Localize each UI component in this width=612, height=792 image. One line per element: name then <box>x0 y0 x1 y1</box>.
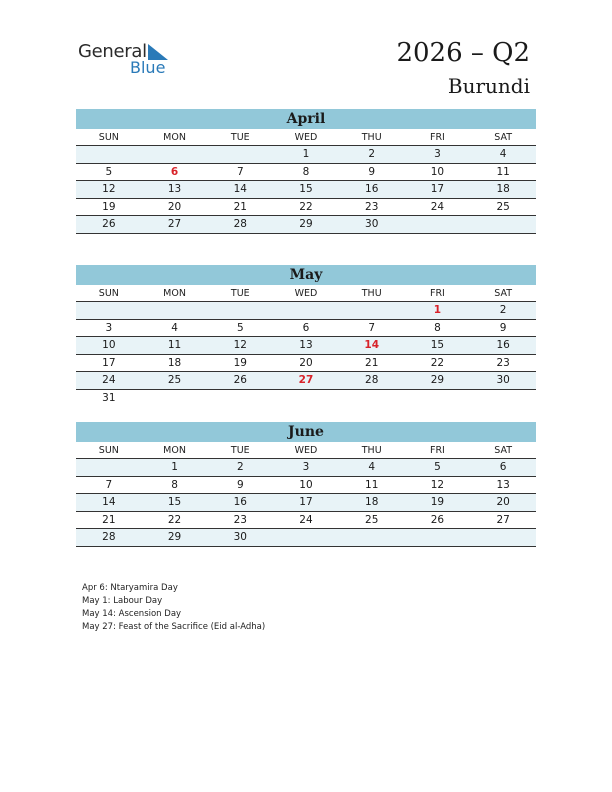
day-cell <box>405 390 471 408</box>
week-row <box>76 337 536 355</box>
day-cell <box>142 146 208 163</box>
day-cell <box>273 390 339 408</box>
week-row <box>76 459 536 477</box>
day-cell: 25 <box>496 200 510 213</box>
day-cell <box>470 390 536 408</box>
day-cell: 13 <box>496 478 510 491</box>
weekday-label: TUE <box>230 445 250 456</box>
day-cell: 11 <box>365 478 379 491</box>
day-cell: 5 <box>105 165 113 178</box>
day-cell: 20 <box>496 496 510 508</box>
day-cell: 1 <box>302 148 310 160</box>
day-cell: 17 <box>430 183 445 195</box>
day-cell <box>470 216 536 233</box>
day-cell: 15 <box>299 183 313 195</box>
country-name: Burundi <box>447 74 530 98</box>
day-cell: 4 <box>171 321 178 334</box>
page-title: 2026 – Q2 <box>396 38 530 68</box>
day-cell: 7 <box>236 165 244 178</box>
day-cell: 16 <box>233 496 247 508</box>
day-cell: 21 <box>102 513 116 526</box>
day-cell: 3 <box>302 461 310 473</box>
week-row <box>76 390 536 408</box>
day-cell: 18 <box>365 496 379 508</box>
holiday-note: Apr 6: Ntaryamira Day <box>82 583 178 593</box>
weekday-label: FRI <box>429 288 445 299</box>
day-cell <box>207 146 273 163</box>
day-cell: 13 <box>167 183 182 195</box>
week-row <box>76 146 536 164</box>
month-calendar-may <box>76 265 536 407</box>
week-row <box>76 302 536 320</box>
day-cell: 4 <box>499 148 507 160</box>
day-cell: 6 <box>499 461 507 473</box>
weekday-label: TUE <box>230 288 250 299</box>
weekday-label: WED <box>294 288 318 299</box>
holiday-notes <box>82 582 265 634</box>
day-cell <box>339 529 405 546</box>
day-cell: 9 <box>368 165 376 178</box>
day-cell: 10 <box>430 165 445 178</box>
weekday-header-row <box>76 442 536 459</box>
day-cell: 28 <box>102 531 116 543</box>
day-cell: 19 <box>430 496 445 508</box>
weekday-label: TUE <box>230 132 250 143</box>
day-cell <box>207 390 273 408</box>
day-cell: 23 <box>496 356 510 369</box>
weekday-label: SAT <box>494 445 513 456</box>
week-row <box>76 477 536 495</box>
day-cell <box>142 390 208 408</box>
day-cell: 16 <box>496 339 510 351</box>
weekday-label: MON <box>163 445 186 456</box>
day-cell: 25 <box>167 374 182 386</box>
weekday-label: WED <box>294 445 318 456</box>
day-cell: 29 <box>430 374 445 386</box>
day-cell <box>339 390 405 408</box>
day-cell: 19 <box>233 356 247 369</box>
month-header: June <box>76 422 536 442</box>
day-cell: 26 <box>102 218 116 230</box>
day-cell: 13 <box>299 339 313 351</box>
day-cell: 26 <box>233 374 247 386</box>
day-cell: 20 <box>299 356 313 369</box>
week-row <box>76 355 536 373</box>
logo-word-blue: Blue <box>130 58 166 77</box>
day-cell: 12 <box>233 339 247 351</box>
day-cell: 31 <box>102 391 116 404</box>
day-cell: 5 <box>434 461 441 473</box>
day-cell: 7 <box>105 478 113 491</box>
month-calendar-april <box>76 109 536 234</box>
day-cell <box>142 302 208 319</box>
day-cell: 3 <box>105 321 113 334</box>
day-cell: 28 <box>233 218 247 230</box>
day-cell: 14 <box>364 339 380 351</box>
day-cell <box>76 146 142 163</box>
weekday-label: SAT <box>494 132 513 143</box>
day-cell: 2 <box>236 461 244 473</box>
day-cell: 8 <box>302 165 310 178</box>
day-cell: 11 <box>167 339 182 351</box>
weekday-label: FRI <box>429 132 445 143</box>
day-cell <box>405 529 471 546</box>
day-cell: 14 <box>102 496 116 508</box>
day-cell: 26 <box>430 513 445 526</box>
day-cell: 16 <box>365 183 379 195</box>
day-cell: 2 <box>368 148 376 160</box>
day-cell: 22 <box>430 356 445 369</box>
week-row <box>76 494 536 512</box>
week-row <box>76 199 536 217</box>
day-cell: 7 <box>368 321 376 334</box>
day-cell: 17 <box>299 496 313 508</box>
week-row <box>76 164 536 182</box>
day-cell <box>76 302 142 319</box>
day-cell <box>470 529 536 546</box>
day-cell: 12 <box>102 183 116 195</box>
holiday-note: May 27: Feast of the Sacrifice (Eid al-Adha) <box>82 622 266 632</box>
day-cell: 6 <box>170 165 179 178</box>
day-cell: 23 <box>365 200 379 213</box>
day-cell: 22 <box>299 200 313 213</box>
weekday-label: THU <box>361 445 382 456</box>
day-cell: 5 <box>236 321 244 334</box>
day-cell: 9 <box>499 321 507 334</box>
weekday-label: THU <box>361 288 382 299</box>
month-calendar-june <box>76 422 536 547</box>
day-cell: 30 <box>233 531 247 543</box>
day-cell: 10 <box>299 478 313 491</box>
day-cell: 24 <box>430 200 445 213</box>
day-cell: 3 <box>434 148 441 160</box>
day-cell: 30 <box>365 218 379 230</box>
weekday-label: THU <box>361 132 382 143</box>
day-cell: 12 <box>430 478 445 491</box>
day-cell: 23 <box>233 513 247 526</box>
day-cell: 29 <box>299 218 313 230</box>
day-cell: 24 <box>299 513 313 526</box>
day-cell <box>207 302 273 319</box>
weekday-label: MON <box>163 132 186 143</box>
day-cell: 21 <box>233 200 247 213</box>
generalblue-logo <box>78 40 188 80</box>
day-cell: 8 <box>171 478 178 491</box>
weekday-label: MON <box>163 288 186 299</box>
day-cell <box>76 459 142 476</box>
day-cell <box>273 529 339 546</box>
day-cell: 18 <box>496 183 510 195</box>
day-cell <box>339 302 405 319</box>
day-cell: 1 <box>171 461 178 473</box>
day-cell: 19 <box>102 200 116 213</box>
day-cell: 17 <box>102 356 116 369</box>
day-cell: 18 <box>167 356 182 369</box>
day-cell: 6 <box>302 321 310 334</box>
day-cell: 25 <box>365 513 379 526</box>
day-cell: 10 <box>102 339 116 351</box>
weekday-label: SAT <box>494 288 513 299</box>
week-row <box>76 372 536 390</box>
weekday-label: WED <box>294 132 318 143</box>
weekday-header-row <box>76 285 536 302</box>
day-cell: 27 <box>496 513 510 526</box>
day-cell: 1 <box>433 304 442 316</box>
weekday-label: FRI <box>429 445 445 456</box>
month-header: May <box>76 265 536 285</box>
day-cell: 2 <box>499 304 507 316</box>
day-cell <box>273 302 339 319</box>
week-row <box>76 181 536 199</box>
day-cell: 8 <box>434 321 441 334</box>
day-cell: 4 <box>368 461 376 473</box>
day-cell: 27 <box>298 374 314 386</box>
day-cell: 30 <box>496 374 510 386</box>
week-row <box>76 320 536 338</box>
month-header: April <box>76 109 536 129</box>
day-cell: 14 <box>233 183 247 195</box>
weekday-label: SUN <box>98 132 119 143</box>
day-cell: 9 <box>236 478 244 491</box>
week-row <box>76 529 536 547</box>
day-cell: 11 <box>496 165 510 178</box>
week-row <box>76 216 536 234</box>
day-cell: 22 <box>167 513 182 526</box>
day-cell: 28 <box>365 374 379 386</box>
weekday-label: SUN <box>98 445 119 456</box>
day-cell: 29 <box>167 531 182 543</box>
day-cell <box>405 216 471 233</box>
logo-word-general: General <box>78 41 147 62</box>
day-cell: 27 <box>167 218 182 230</box>
weekday-header-row <box>76 129 536 146</box>
holiday-note: May 1: Labour Day <box>82 596 163 606</box>
day-cell: 15 <box>167 496 182 508</box>
holiday-note: May 14: Ascension Day <box>82 609 182 619</box>
day-cell: 24 <box>102 374 116 386</box>
day-cell: 15 <box>430 339 445 351</box>
day-cell: 20 <box>167 200 182 213</box>
day-cell: 21 <box>365 356 379 369</box>
week-row <box>76 512 536 530</box>
weekday-label: SUN <box>98 288 119 299</box>
